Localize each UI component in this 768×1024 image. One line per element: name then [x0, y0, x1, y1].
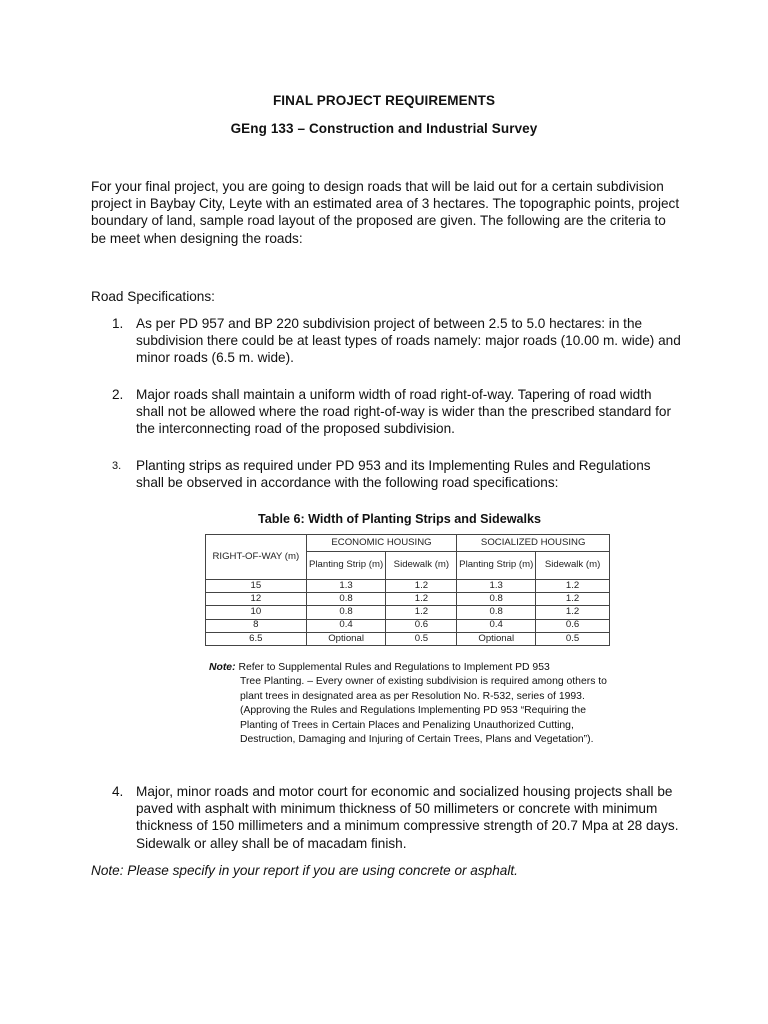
table-cell: 1.2	[536, 606, 610, 619]
table-cell: 0.6	[536, 619, 610, 632]
list-item-text: Major, minor roads and motor court for economic and socialized housing projects shall be paved with asphalt with minimum thickness of 50 millimeters or concrete with minimum thickness of 150 millimeters and a minimum compressive strength of 20.7 Mpa at 28 days. Sidewalk or alley shall be of macadam finish.	[136, 784, 679, 851]
table-cell: 0.6	[386, 619, 457, 632]
table-cell: 6.5	[206, 632, 307, 645]
table-cell: 1.2	[386, 606, 457, 619]
list-number: 4.	[112, 784, 124, 799]
list-item-1	[112, 315, 682, 367]
table-cell: Optional	[457, 632, 536, 645]
list-item-text: Planting strips as required under PD 953 and its Implementing Rules and Regulations shall be observed in accordance with the following road specifications:	[136, 458, 651, 491]
table-cell: 1.2	[536, 593, 610, 606]
table-row	[206, 619, 610, 632]
road-specifications-label: Road Specifications:	[91, 289, 215, 304]
table-cell: 1.3	[306, 580, 386, 593]
list-number: 3.	[112, 460, 122, 472]
list-number: 2.	[112, 387, 124, 402]
course-subtitle: GEng 133 – Construction and Industrial Survey	[230, 121, 538, 136]
list-item-4	[112, 783, 682, 852]
column-header: Sidewalk (m)	[386, 552, 457, 580]
table-cell: 1.2	[536, 580, 610, 593]
column-header: Planting Strip (m)	[457, 552, 536, 580]
final-note: Note: Please specify in your report if you are using concrete or asphalt.	[91, 863, 518, 878]
table-cell: Optional	[306, 632, 386, 645]
list-item-3	[112, 457, 682, 491]
table-cell: 0.8	[457, 593, 536, 606]
table-cell: 12	[206, 593, 307, 606]
table-cell: 0.8	[457, 606, 536, 619]
right-of-way-header: RIGHT-OF-WAY (m)	[206, 535, 307, 580]
table-cell: 1.3	[457, 580, 536, 593]
table-note	[209, 661, 609, 747]
table-cell: 0.4	[306, 619, 386, 632]
table-caption: Table 6: Width of Planting Strips and Sidewalks	[258, 512, 542, 526]
table-cell: 0.4	[457, 619, 536, 632]
table-row	[206, 593, 610, 606]
economic-housing-header: ECONOMIC HOUSING	[306, 535, 457, 552]
intro-paragraph: For your final project, you are going to design roads that will be laid out for a certain subdivision project in Baybay City, Leyte with an estimated area of 3 hectares. The topographic points, project boundary of land, sample road layout of the proposed are given. The following are the criteria to be meet when designing the roads:	[91, 179, 680, 246]
table-cell: 0.5	[536, 632, 610, 645]
table-cell: 0.8	[306, 593, 386, 606]
column-header: Sidewalk (m)	[536, 552, 610, 580]
planting-strips-table	[205, 534, 610, 646]
socialized-housing-header: SOCIALIZED HOUSING	[457, 535, 610, 552]
table-cell: 8	[206, 619, 307, 632]
table-row	[206, 606, 610, 619]
list-item-text: Major roads shall maintain a uniform width of road right-of-way. Tapering of road width shall not be allowed where the road right-of-way is wider than the prescribed standard for the interconnecting road of the proposed subdivision.	[136, 387, 671, 437]
list-item-text: As per PD 957 and BP 220 subdivision project of between 2.5 to 5.0 hectares: in the subdivision there could be at least types of roads namely: major roads (10.00 m. wide) and minor roads (6.5 m. wide).	[136, 316, 681, 366]
table-note-label: Note:	[209, 662, 236, 673]
list-number: 1.	[112, 316, 124, 331]
table-cell: 0.8	[306, 606, 386, 619]
column-header: Planting Strip (m)	[306, 552, 386, 580]
table-cell: 10	[206, 606, 307, 619]
table-row	[206, 580, 610, 593]
table-cell: 0.5	[386, 632, 457, 645]
table-cell: 15	[206, 580, 307, 593]
list-item-2	[112, 386, 682, 438]
table-cell: 1.2	[386, 593, 457, 606]
table-cell: 1.2	[386, 580, 457, 593]
table-note-first-line: Refer to Supplemental Rules and Regulations to Implement PD 953	[238, 662, 550, 673]
table-row	[206, 632, 610, 645]
document-title: FINAL PROJECT REQUIREMENTS	[272, 93, 496, 108]
table-note-body: Tree Planting. – Every owner of existing subdivision is required among others to plant trees in designated area as per Resolution No. R-532, series of 1993. (Approving the Rules and Regulations Implementing PD 953 “Requiring the Planting of Trees in Certain Places and Penalizing Unauthorized Cutting, Destruction, Damaging and Injuring of Certain Trees, Plans and Vegetation”).	[240, 676, 607, 746]
